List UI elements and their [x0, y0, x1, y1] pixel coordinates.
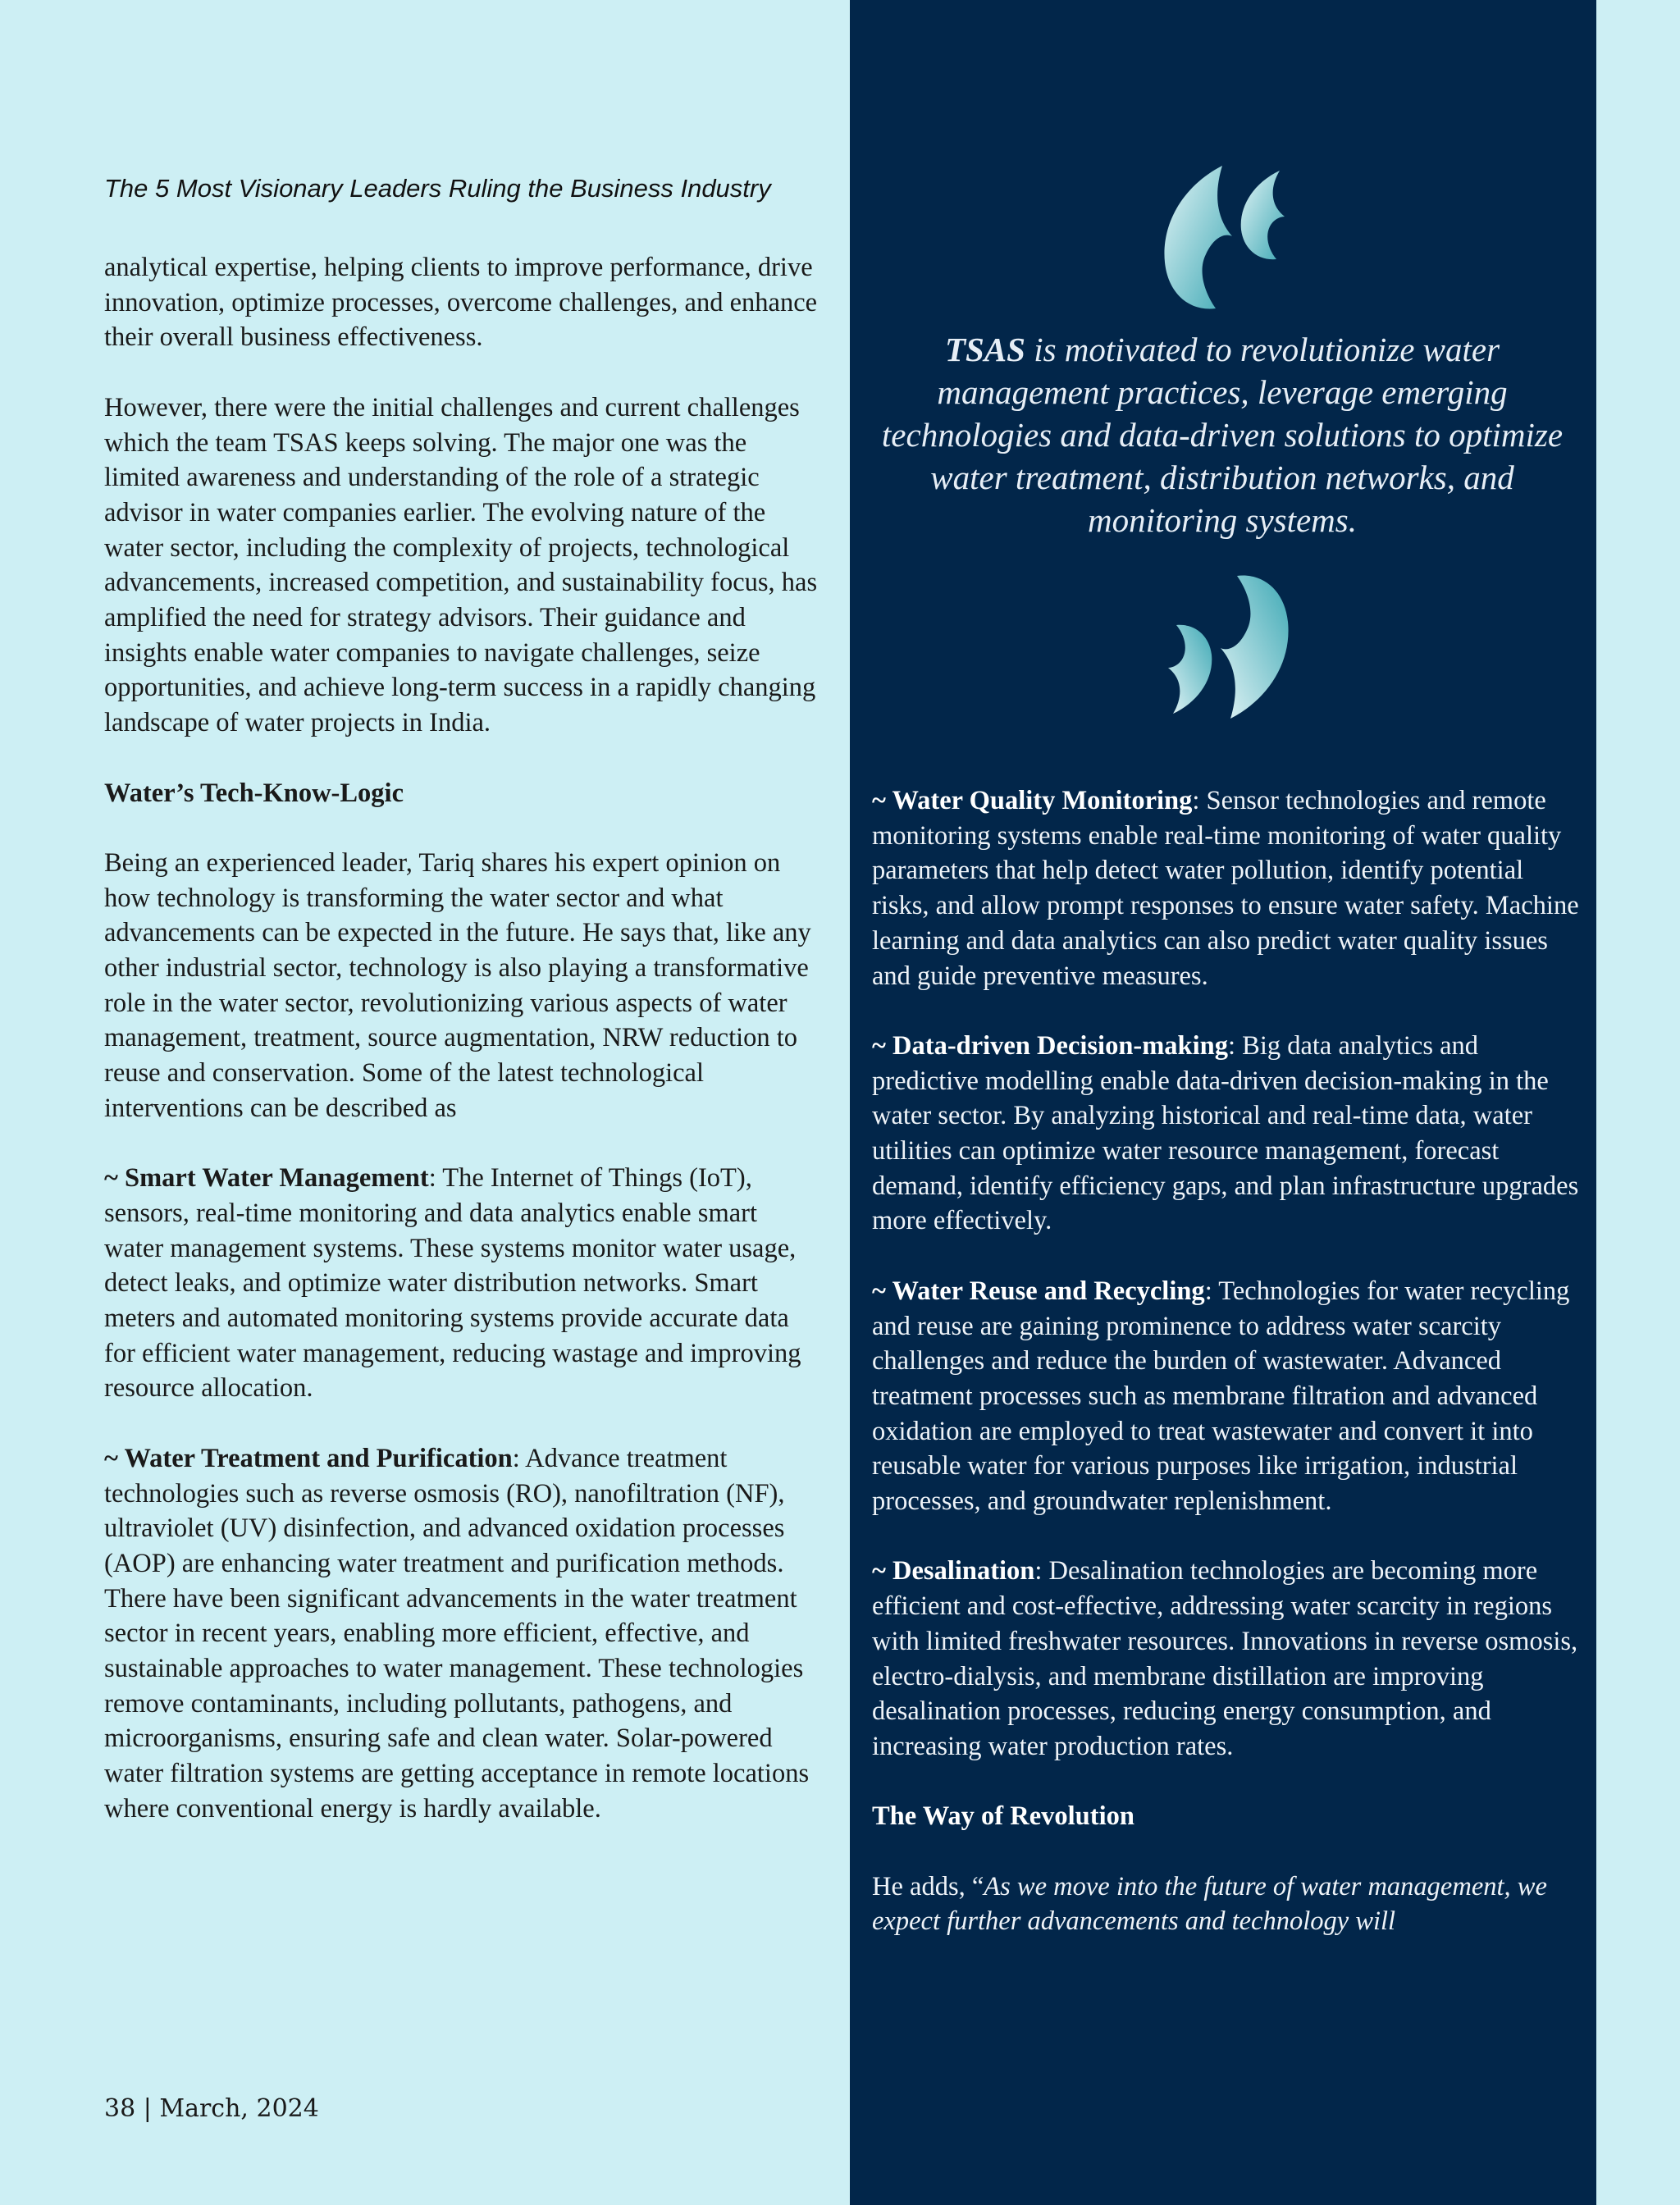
section-heading-tech: Water’s Tech-Know-Logic — [104, 778, 404, 808]
item-quality-monitoring-title: ~ Water Quality Monitoring — [872, 786, 1193, 815]
open-quote-right-mark — [1241, 171, 1285, 259]
item-data-driven-title: ~ Data-driven Decision-making — [872, 1030, 1228, 1061]
left-column — [104, 0, 818, 2205]
item-quality-monitoring-text: : Sensor technologies and remote monitoring systems enable real-time monitoring of water quality parameters that help detect water pollution, identify potential risks, and allow prompt responses to ensure water safety. Machine learning and data analytics can also predict water quality issues and guide preventive measures. — [872, 786, 1579, 991]
paragraph-intro: analytical expertise, helping clients to improve performance, drive innovation, optimize processes, overcome challenges, and enhance their overall business effectiveness. — [104, 253, 818, 353]
item-water-treatment — [104, 1441, 818, 1827]
pull-quote — [870, 328, 1575, 541]
item-desalination-text: : Desalination technologies are becoming more efficient and cost-effective, addressing water scarcity in regions with limited freshwater resources. Innovations in reverse osmosis, electro-dialysis, and membrane distillation are improving desalination processes, reducing energy consumption, and increasing water production rates. — [872, 1556, 1578, 1761]
item-desalination-title: ~ Desalination — [872, 1556, 1035, 1586]
page-footer: 38 | March, 2024 — [104, 2094, 319, 2123]
close-quote-right-mark — [1221, 576, 1289, 719]
item-water-reuse-title: ~ Water Reuse and Recycling — [872, 1276, 1205, 1306]
paragraph-closing — [872, 1869, 1586, 1939]
open-quote-left-mark — [1164, 166, 1232, 308]
paragraph-tech-opinion: Being an experienced leader, Tariq shares his expert opinion on how technology is transforming the water sector and what advancements can be expected in the future. He says that, like any other industrial sector, technology is also playing a transformative role in the water sector, revolutionizing various aspects of water management, treatment, source augmentation, NRW reduction to reuse and conservation. Some of the latest technological interventions can be described as — [104, 847, 811, 1123]
pull-quote-brand: TSAS — [944, 331, 1025, 368]
item-water-treatment-title: ~ Water Treatment and Purification — [104, 1443, 513, 1473]
item-data-driven-text: : Big data analytics and predictive modelling enable data-driven decision-making in the water sector. By analyzing historical and real-time data, water utilities can optimize water resource management, forecast demand, identify efficiency gaps, and plan infrastructure upgrades more effectively. — [872, 1030, 1579, 1236]
pull-quote-text: is motivated to revolutionize water management practices, leverage emerging technologies and data-driven solutions to optimize water treatment, distribution networks, and monitoring systems. — [881, 331, 1564, 539]
item-smart-water — [104, 1161, 818, 1406]
item-water-reuse-text: : Technologies for water recycling and reuse are gaining prominence to address water scarcity challenges and reduce the burden of wastewater. Advanced treatment processes such as membrane filtration and advanced oxidation are employed to treat wastewater and convert it into reusable water for various purposes like irrigation, industrial processes, and groundwater replenishment. — [872, 1276, 1570, 1517]
item-smart-water-text: : The Internet of Things (IoT), sensors, real-time monitoring and data analytics enable smart water management systems. These systems monitor water usage, detect leaks, and optimize water distribution networks. Smart meters and automated monitoring systems provide accurate data for efficient water management, reducing wastage and improving resource allocation. — [104, 1163, 801, 1404]
item-quality-monitoring — [872, 783, 1586, 993]
right-margin-strip — [1596, 0, 1680, 2205]
closing-quote: As we move into the future of water management, we expect further advancements and technology will — [872, 1871, 1547, 1937]
item-smart-water-title: ~ Smart Water Management — [104, 1163, 429, 1194]
left-article-body — [104, 250, 818, 1861]
item-water-treatment-text: : Advance treatment technologies such as reverse osmosis (RO), nanofiltration (NF), ultraviolet (UV) disinfection, and advanced oxidation processes (AOP) are enhancing water treatment and purification methods. There have been significant advancements in the water treatment sector in recent years, enabling more efficient, effective, and sustainable approaches to water management. These technologies remove contaminants, including pollutants, pathogens, and microorganisms, ensuring safe and clean water. Solar-powered water filtration systems are getting acceptance in remote locations where conventional energy is hardly available. — [104, 1443, 810, 1824]
closing-lead: He adds, “ — [872, 1871, 984, 1901]
magazine-header: The 5 Most Visionary Leaders Ruling the Business Industry — [104, 174, 771, 203]
open-quote-icon — [1157, 164, 1296, 320]
close-quote-left-mark — [1168, 625, 1212, 714]
section-heading-revolution: The Way of Revolution — [872, 1801, 1134, 1832]
item-desalination — [872, 1554, 1586, 1764]
item-data-driven — [872, 1029, 1586, 1239]
right-article-body — [872, 783, 1586, 1974]
paragraph-challenges: However, there were the initial challenges and current challenges which the team TSAS keeps solving. The major one was the limited awareness and understanding of the role of a strategic advisor in water companies earlier. The evolving nature of the water sector, including the complexity of projects, technological advancements, increased competition, and sustainability focus, has amplified the need for strategy advisors. Their guidance and insights enable water companies to navigate challenges, seize opportunities, and achieve long-term success in a rapidly changing landscape of water projects in India. — [104, 392, 818, 738]
item-water-reuse — [872, 1274, 1586, 1519]
close-quote-icon — [1157, 566, 1296, 722]
